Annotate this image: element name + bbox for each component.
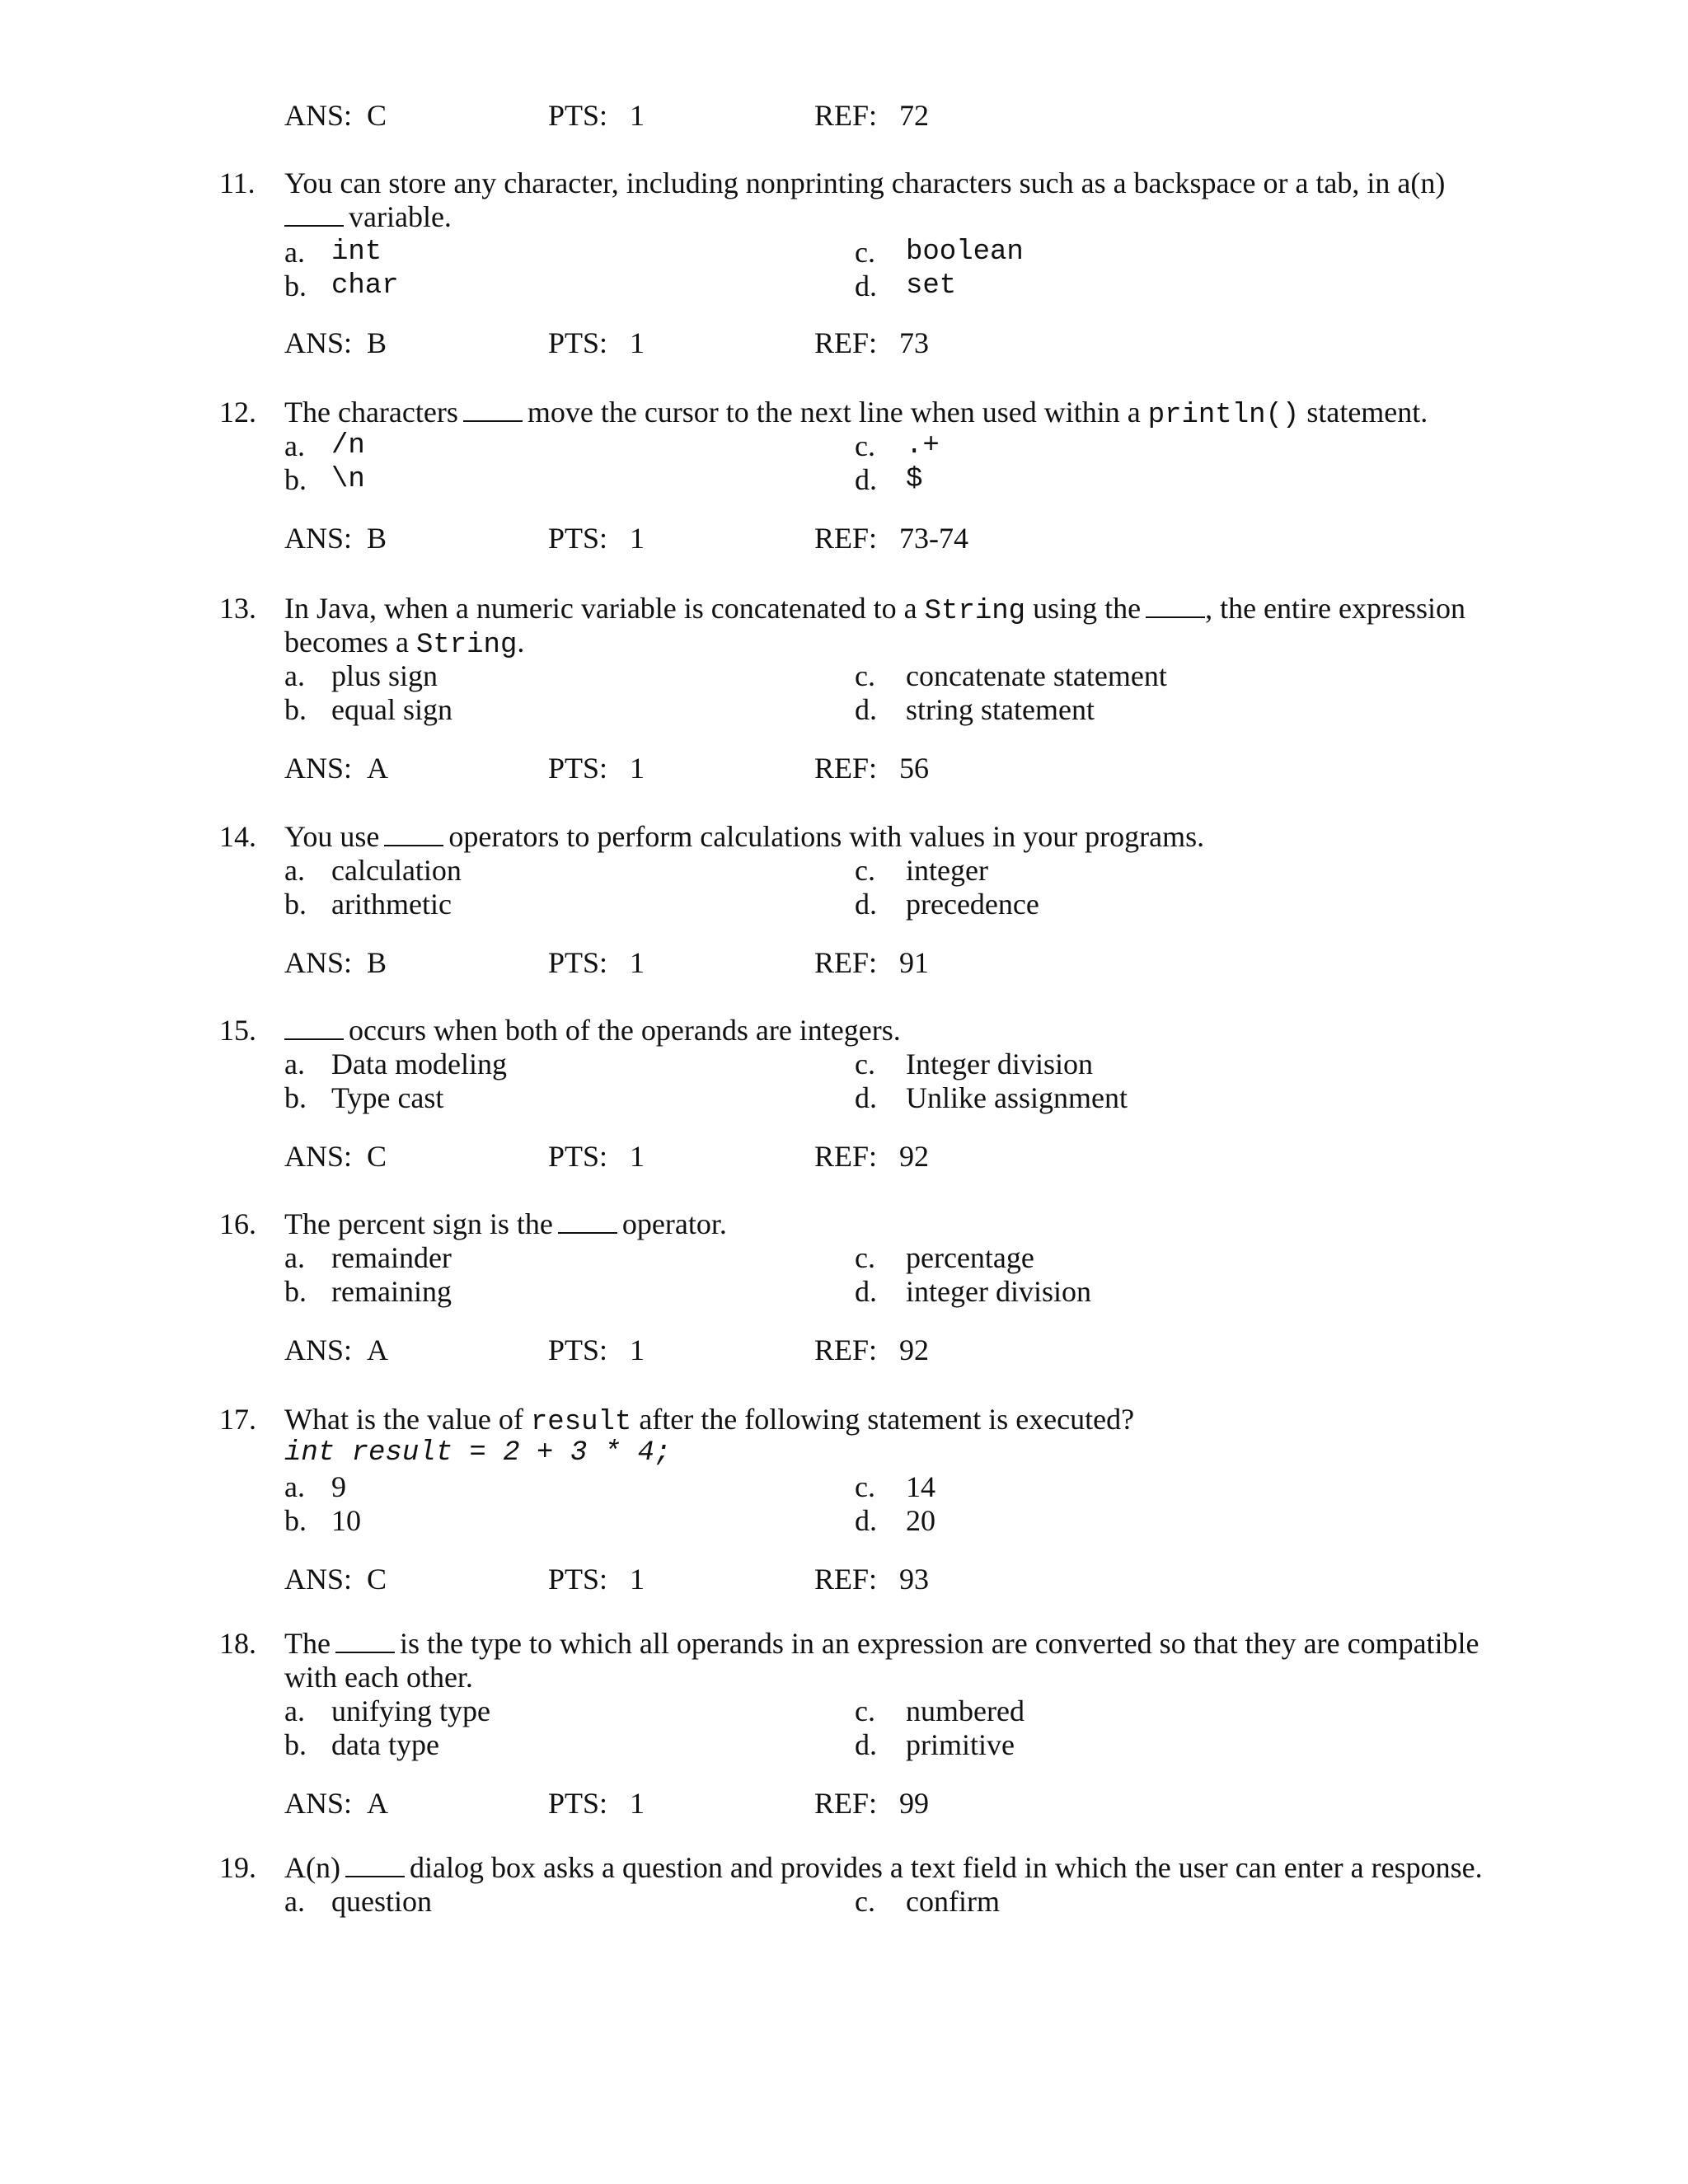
pts: [548, 1563, 645, 1596]
question-text-part: You can store any character, including nonprinting characters such as a backspace or a tab, in a(n): [284, 166, 1446, 199]
pts: [548, 946, 645, 980]
pts: [548, 326, 645, 360]
question-text: [284, 1207, 727, 1241]
ref-value: 99: [899, 1787, 930, 1820]
question-number: 17.: [219, 1403, 256, 1436]
pts: [548, 1333, 645, 1367]
question-text-part: move the cursor to the next line when used within a: [527, 396, 1141, 429]
question-text-part: What is the value of: [284, 1403, 523, 1436]
option-text: confirm: [906, 1885, 1000, 1918]
option-text: integer division: [906, 1275, 1091, 1308]
ref-value: 92: [899, 1140, 930, 1173]
option-letter: c.: [855, 1470, 875, 1503]
ref-label: REF:: [814, 1787, 878, 1820]
option-letter: c.: [855, 1047, 875, 1080]
question-text-part: You use: [284, 820, 380, 853]
pts: [548, 1140, 645, 1174]
ans-label: ANS:: [284, 522, 353, 555]
pts-value: 1: [630, 1787, 645, 1820]
ans: [284, 1787, 388, 1821]
option-letter: d.: [855, 269, 877, 302]
pts: [548, 99, 645, 133]
option-letter: d.: [855, 693, 877, 726]
question-text-part: becomes a: [284, 626, 409, 658]
option-text: 14: [906, 1470, 935, 1503]
ans: [284, 1140, 387, 1174]
ans: [284, 946, 387, 980]
ref-label: REF:: [814, 1140, 878, 1173]
option-text: remaining: [331, 1275, 452, 1308]
ref: [814, 1787, 929, 1821]
question-number: 18.: [219, 1627, 256, 1660]
ref: [814, 1140, 929, 1174]
ref-value: 56: [899, 752, 930, 785]
ref-label: REF:: [814, 326, 878, 359]
ans: [284, 99, 387, 133]
ans: [284, 752, 388, 785]
ref-label: REF:: [814, 752, 878, 785]
option-letter: c.: [855, 236, 875, 269]
question-text: [284, 1014, 901, 1047]
ans-value: B: [367, 326, 387, 359]
ans-label: ANS:: [284, 99, 353, 132]
option-text: calculation: [331, 854, 462, 887]
question-text: [284, 820, 1204, 854]
option-letter: d.: [855, 888, 877, 921]
option-letter: a.: [284, 1694, 305, 1727]
option-letter: b.: [284, 463, 307, 496]
ans-value: C: [367, 1563, 387, 1596]
question-text-line2: [284, 626, 524, 663]
pts-label: PTS:: [548, 946, 608, 979]
answer-blank: [284, 202, 344, 227]
question-text: [284, 1403, 1134, 1440]
option-letter: c.: [855, 1885, 875, 1918]
option-text: question: [331, 1885, 432, 1918]
pts-label: PTS:: [548, 1333, 608, 1366]
answer-blank: [384, 822, 443, 846]
option-text: remainder: [331, 1241, 452, 1274]
question-text-part: statement.: [1306, 396, 1428, 429]
ref: [814, 1333, 929, 1367]
question-text-part: operator.: [621, 1207, 727, 1240]
option-text: boolean: [906, 237, 1024, 268]
option-letter: c.: [855, 1241, 875, 1274]
ans-label: ANS:: [284, 752, 353, 785]
question-text-part: .: [517, 626, 525, 658]
ref-label: REF:: [814, 1333, 878, 1366]
option-letter: a.: [284, 1470, 305, 1503]
option-letter: b.: [284, 888, 307, 921]
option-letter: a.: [284, 1241, 305, 1274]
inline-code: String: [924, 596, 1026, 627]
question-number: 11.: [219, 166, 256, 199]
question-text: [284, 1851, 1483, 1885]
option-text: char: [331, 270, 399, 302]
option-text: numbered: [906, 1694, 1025, 1727]
option-letter: b.: [284, 1081, 307, 1114]
option-letter: a.: [284, 429, 305, 462]
option-letter: c.: [855, 854, 875, 887]
pts: [548, 752, 645, 785]
option-letter: b.: [284, 1504, 307, 1537]
option-letter: b.: [284, 269, 307, 302]
ref-label: REF:: [814, 946, 878, 979]
answer-blank: [463, 397, 523, 422]
inline-code: String: [415, 630, 518, 661]
pts-value: 1: [630, 1140, 645, 1173]
pts-label: PTS:: [548, 522, 608, 555]
option-letter: a.: [284, 659, 305, 692]
option-text: equal sign: [331, 693, 452, 726]
option-text: primitive: [906, 1728, 1015, 1761]
option-text: int: [331, 237, 382, 268]
question-text-part: occurs when both of the operands are integers.: [349, 1014, 901, 1047]
ans-label: ANS:: [284, 326, 353, 359]
question-text: [284, 166, 1445, 200]
answer-blank: [1146, 593, 1205, 618]
question-text-line2: [284, 200, 452, 234]
question-text-part: The characters: [284, 396, 458, 429]
question-text-part: In Java, when a numeric variable is concatenated to a: [284, 592, 917, 625]
pts-label: PTS:: [548, 1140, 608, 1173]
question-text: [284, 1627, 1479, 1661]
pts-label: PTS:: [548, 1787, 608, 1820]
option-text: .+: [906, 430, 940, 462]
pts-label: PTS:: [548, 752, 608, 785]
ans-value: C: [367, 99, 387, 132]
option-text: 10: [331, 1504, 361, 1537]
ref: [814, 946, 929, 980]
question-text-part: using the: [1033, 592, 1142, 625]
question-text-part: The: [284, 1627, 331, 1660]
option-letter: c.: [855, 1694, 875, 1727]
option-text: /n: [331, 430, 365, 462]
pts: [548, 522, 645, 555]
ans: [284, 326, 387, 360]
ref-label: REF:: [814, 1563, 878, 1596]
ans-value: B: [367, 946, 387, 979]
ref-label: REF:: [814, 522, 878, 555]
question-text-part: is the type to which all operands in an expression are converted so that they are compatible: [399, 1627, 1479, 1660]
question-text-part: A(n): [284, 1851, 340, 1884]
ref: [814, 99, 929, 133]
option-letter: b.: [284, 693, 307, 726]
answer-blank: [345, 1853, 405, 1877]
option-letter: c.: [855, 659, 875, 692]
pts-value: 1: [630, 752, 645, 785]
option-letter: d.: [855, 463, 877, 496]
pts-value: 1: [630, 1563, 645, 1596]
ref-value: 93: [899, 1563, 930, 1596]
ans-value: A: [367, 1333, 389, 1366]
question-number: 15.: [219, 1014, 256, 1047]
option-text: \n: [331, 464, 365, 495]
ref-value: 72: [899, 99, 930, 132]
option-text: concatenate statement: [906, 659, 1167, 692]
option-letter: a.: [284, 236, 305, 269]
option-text: Type cast: [331, 1081, 444, 1114]
option-text: 9: [331, 1470, 346, 1503]
question-text-part: , the entire expression: [1205, 592, 1465, 625]
question-text-line2: with each other.: [284, 1661, 473, 1694]
option-text: $: [906, 464, 923, 495]
option-text: string statement: [906, 693, 1095, 726]
question-number: 16.: [219, 1207, 256, 1240]
question-text: [284, 592, 1465, 629]
answer-blank: [335, 1629, 395, 1653]
option-letter: a.: [284, 1885, 305, 1918]
question-text-part: dialog box asks a question and provides a text field in which the user can enter a response.: [409, 1851, 1483, 1884]
ans: [284, 1563, 387, 1596]
ans-label: ANS:: [284, 1563, 353, 1596]
option-text: arithmetic: [331, 888, 452, 921]
ref: [814, 1563, 929, 1596]
option-text: plus sign: [331, 659, 438, 692]
pts-value: 1: [630, 326, 645, 359]
question-text-part: The percent sign is the: [284, 1207, 553, 1240]
inline-code: result: [530, 1407, 632, 1438]
option-text: data type: [331, 1728, 439, 1761]
ans-label: ANS:: [284, 946, 353, 979]
ref-label: REF:: [814, 99, 878, 132]
ans-value: C: [367, 1140, 387, 1173]
pts-value: 1: [630, 99, 645, 132]
ref: [814, 752, 929, 785]
option-text: Integer division: [906, 1047, 1093, 1080]
ref-value: 73-74: [899, 522, 969, 555]
ref-value: 92: [899, 1333, 930, 1366]
pts-value: 1: [630, 946, 645, 979]
option-letter: a.: [284, 1047, 305, 1080]
ans-label: ANS:: [284, 1787, 353, 1820]
question-text-part: after the following statement is executed?: [639, 1403, 1135, 1436]
ref-value: 91: [899, 946, 930, 979]
option-letter: d.: [855, 1275, 877, 1308]
option-text: Unlike assignment: [906, 1081, 1128, 1114]
ans-label: ANS:: [284, 1333, 353, 1366]
answer-blank: [284, 1015, 344, 1040]
option-text: precedence: [906, 888, 1039, 921]
option-letter: b.: [284, 1275, 307, 1308]
option-text: Data modeling: [331, 1047, 507, 1080]
question-text-part: operators to perform calculations with values in your programs.: [448, 820, 1205, 853]
option-letter: c.: [855, 429, 875, 462]
question-text-part: variable.: [349, 200, 452, 233]
ref-value: 73: [899, 326, 930, 359]
question-text: [284, 396, 1428, 433]
option-letter: d.: [855, 1081, 877, 1114]
ans: [284, 1333, 388, 1367]
answer-blank: [558, 1209, 617, 1234]
option-text: unifying type: [331, 1694, 490, 1727]
option-letter: d.: [855, 1728, 877, 1761]
option-letter: b.: [284, 1728, 307, 1761]
pts-value: 1: [630, 522, 645, 555]
pts-value: 1: [630, 1333, 645, 1366]
question-number: 14.: [219, 820, 256, 853]
pts-label: PTS:: [548, 99, 608, 132]
option-text: 20: [906, 1504, 935, 1537]
question-number: 13.: [219, 592, 256, 625]
inline-code: println(): [1147, 400, 1300, 431]
question-number: 19.: [219, 1851, 256, 1884]
pts-label: PTS:: [548, 1563, 608, 1596]
ref: [814, 522, 968, 555]
question-number: 12.: [219, 396, 256, 429]
ans-value: B: [367, 522, 387, 555]
option-text: set: [906, 270, 957, 302]
ans-value: A: [367, 1787, 389, 1820]
option-text: integer: [906, 854, 988, 887]
pts-label: PTS:: [548, 326, 608, 359]
option-letter: d.: [855, 1504, 877, 1537]
ref: [814, 326, 929, 360]
pts: [548, 1787, 645, 1821]
ans-label: ANS:: [284, 1140, 353, 1173]
ans: [284, 522, 387, 555]
option-letter: a.: [284, 854, 305, 887]
ans-value: A: [367, 752, 389, 785]
option-text: percentage: [906, 1241, 1034, 1274]
code-statement: int result = 2 + 3 * 4;: [284, 1437, 672, 1469]
